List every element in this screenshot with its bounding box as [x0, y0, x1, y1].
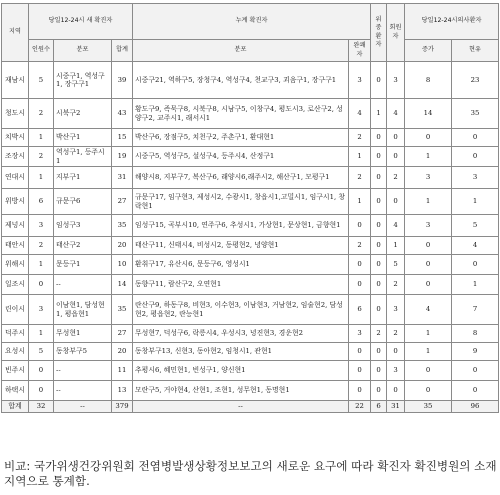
cell-inc: 4	[405, 295, 452, 325]
table-row	[2, 295, 499, 325]
cell-total: 13	[112, 381, 133, 401]
cell-inc: 8	[405, 62, 452, 99]
cell-new-dist: --	[54, 361, 112, 381]
total-cell-death: 6	[371, 401, 387, 413]
cell-new-dist: 지부구1	[54, 167, 112, 189]
cell-total: 20	[112, 237, 133, 255]
cell-recv: 5	[387, 255, 405, 275]
cell-rec: 3	[349, 62, 371, 99]
cell-inc: 3	[405, 215, 452, 237]
cell-new-dist: --	[54, 275, 112, 295]
cell-death: 1	[371, 99, 387, 129]
header-region: 지역	[2, 4, 29, 62]
header-current: 현유	[452, 40, 499, 62]
cell-new-count: 1	[29, 129, 54, 147]
cell-rec: 2	[349, 129, 371, 147]
cell-death: 0	[371, 275, 387, 295]
cell-dist: 시중구5, 역성구5, 설성구4, 등주시4, 산정구1	[133, 147, 349, 167]
cell-inc: 3	[405, 167, 452, 189]
cell-cur: 23	[452, 62, 499, 99]
cell-region: 위해시	[2, 255, 29, 275]
cell-recv: 0	[387, 129, 405, 147]
header-daily-new: 당일12-24시 새 확진자	[29, 4, 133, 40]
cell-rec: 6	[349, 295, 371, 325]
cell-death: 0	[371, 167, 387, 189]
cell-inc: 0	[405, 129, 452, 147]
cell-new-dist: 시중구1, 역성구1, 장구구1	[54, 62, 112, 99]
cell-region: 위방시	[2, 189, 29, 215]
cell-inc: 1	[405, 343, 452, 361]
cell-new-count: 0	[29, 275, 54, 295]
cell-region: 하택시	[2, 381, 29, 401]
cell-total: 15	[112, 129, 133, 147]
cell-new-dist: 박산구1	[54, 129, 112, 147]
cell-new-dist: 동창부구5	[54, 343, 112, 361]
cell-inc: 0	[405, 237, 452, 255]
cell-recv: 0	[387, 343, 405, 361]
table-row	[2, 99, 499, 129]
cell-cur: 7	[452, 295, 499, 325]
cell-rec: 2	[349, 167, 371, 189]
cell-cur: 0	[452, 361, 499, 381]
table-row	[2, 215, 499, 237]
cell-new-count: 1	[29, 255, 54, 275]
cell-new-count: 1	[29, 325, 54, 343]
header-daily-hospital: 당일12-24시의사환자	[405, 4, 499, 40]
cell-rec: 0	[349, 275, 371, 295]
cell-rec: 1	[349, 147, 371, 167]
cell-dist: 규문구17, 임구현3, 제성시2, 수광시1, 창읍시1,고밀시1, 임구시1, 창락현1	[133, 189, 349, 215]
cell-dist: 무성현7, 덕성구6, 락릉시4, 우성시3, 녕진현3, 경운현2	[133, 325, 349, 343]
cell-total: 20	[112, 343, 133, 361]
table-row	[2, 361, 499, 381]
cell-cur: 1	[452, 189, 499, 215]
cell-region: 요성시	[2, 343, 29, 361]
cell-rec: 0	[349, 255, 371, 275]
cell-new-dist: --	[54, 381, 112, 401]
cell-new-count: 5	[29, 343, 54, 361]
cell-dist: 란산구9, 하동구8, 비현3, 이수현3, 이남현3, 거남현2, 임술현2, 담성현2, 평읍현2, 란능현1	[133, 295, 349, 325]
table-row	[2, 325, 499, 343]
cell-death: 0	[371, 62, 387, 99]
total-cell-total: 379	[112, 401, 133, 413]
table-row	[2, 129, 499, 147]
total-cell-new-dist: --	[54, 401, 112, 413]
cell-region: 연대시	[2, 167, 29, 189]
cell-dist: 해양시8, 지부구7, 복산구6, 래양시6,래주시2, 해산구1, 모평구1	[133, 167, 349, 189]
cell-cur: 3	[452, 167, 499, 189]
cell-recv: 2	[387, 325, 405, 343]
cell-inc: 1	[405, 189, 452, 215]
cell-new-dist: 역성구1, 등주시1	[54, 147, 112, 167]
cell-rec: 4	[349, 99, 371, 129]
header-increase: 증가	[405, 40, 452, 62]
table-row	[2, 255, 499, 275]
cell-death: 0	[371, 189, 387, 215]
header-count: 인원수	[29, 40, 54, 62]
cell-recv: 0	[387, 381, 405, 401]
cell-region: 재남시	[2, 62, 29, 99]
confirmed-cases-table	[1, 3, 499, 413]
cell-new-count: 0	[29, 381, 54, 401]
cell-recv: 3	[387, 62, 405, 99]
cell-new-count: 5	[29, 62, 54, 99]
cell-total: 14	[112, 275, 133, 295]
header-distribution: 분포	[54, 40, 112, 62]
cell-new-count: 1	[29, 167, 54, 189]
cell-total: 27	[112, 189, 133, 215]
cell-total: 11	[112, 361, 133, 381]
total-cell-recv: 31	[387, 401, 405, 413]
cell-cur: 9	[452, 343, 499, 361]
header-cumulative: 누계 확진자	[133, 4, 371, 40]
cell-cur: 8	[452, 325, 499, 343]
cell-total: 35	[112, 215, 133, 237]
cell-region: 태안시	[2, 237, 29, 255]
table-row	[2, 381, 499, 401]
cell-dist: 동창부구13, 신현3, 동아현2, 임청시1, 관현1	[133, 343, 349, 361]
cell-death: 0	[371, 343, 387, 361]
cell-new-dist: 무성현1	[54, 325, 112, 343]
cell-total: 35	[112, 295, 133, 325]
cell-region: 제넝시	[2, 215, 29, 237]
cell-dist: 시중구21, 역하구5, 장청구4, 역성구4, 천교구3, 괴음구1, 장구구1	[133, 62, 349, 99]
cell-recv: 4	[387, 215, 405, 237]
cell-death: 2	[371, 325, 387, 343]
header-recovered: 완쾌자	[349, 40, 371, 62]
cell-cur: 0	[452, 147, 499, 167]
cell-death: 0	[371, 147, 387, 167]
cell-death: 0	[371, 255, 387, 275]
header-total: 합계	[112, 40, 133, 62]
cell-death: 0	[371, 215, 387, 237]
cell-cur: 0	[452, 381, 499, 401]
cell-rec: 1	[349, 189, 371, 215]
table-row	[2, 343, 499, 361]
table-total-row	[2, 401, 499, 413]
cell-new-dist: 태산구2	[54, 237, 112, 255]
header-distribution-2: 분포	[133, 40, 349, 62]
cell-inc: 1	[405, 325, 452, 343]
cell-recv: 4	[387, 99, 405, 129]
cell-cur: 1	[452, 275, 499, 295]
cell-new-dist: 문등구1	[54, 255, 112, 275]
cell-total: 31	[112, 167, 133, 189]
total-cell-label: 합계	[2, 401, 29, 413]
cell-new-dist: 임성구3	[54, 215, 112, 237]
cell-dist: 환취구17, 유산시6, 문등구6, 영성시1	[133, 255, 349, 275]
total-cell-inc: 35	[405, 401, 452, 413]
cell-recv: 1	[387, 237, 405, 255]
total-cell-rec: 22	[349, 401, 371, 413]
cell-death: 0	[371, 295, 387, 325]
cell-dist: 황도구9, 즉묵구8, 시북구8, 시남구5, 이창구4, 평도시3, 로산구2, 성양구2, 교주시1, 래서시1	[133, 99, 349, 129]
cell-region: 치박시	[2, 129, 29, 147]
cell-death: 0	[371, 129, 387, 147]
cell-dist: 동향구11, 람산구2, 오연현1	[133, 275, 349, 295]
table-row	[2, 189, 499, 215]
cell-new-count: 0	[29, 361, 54, 381]
cell-dist: 추평시6, 혜민현1, 빈성구1, 양신현1	[133, 361, 349, 381]
cell-total: 10	[112, 255, 133, 275]
cell-region: 린이시	[2, 295, 29, 325]
cell-rec: 0	[349, 215, 371, 237]
cell-new-count: 3	[29, 295, 54, 325]
cell-cur: 0	[452, 255, 499, 275]
cell-total: 39	[112, 62, 133, 99]
cell-inc: 14	[405, 99, 452, 129]
cell-new-count: 3	[29, 215, 54, 237]
cell-recv: 3	[387, 361, 405, 381]
cell-rec: 2	[349, 237, 371, 255]
cell-recv: 0	[387, 147, 405, 167]
cell-total: 19	[112, 147, 133, 167]
header-deaths: 위중환자	[371, 4, 387, 62]
statistics-table-container	[1, 3, 498, 413]
table-row	[2, 62, 499, 99]
cell-death: 0	[371, 381, 387, 401]
cell-region: 청도시	[2, 99, 29, 129]
table-row	[2, 237, 499, 255]
table-row	[2, 275, 499, 295]
cell-rec: 0	[349, 381, 371, 401]
cell-cur: 4	[452, 237, 499, 255]
cell-inc: 0	[405, 275, 452, 295]
cell-cur: 5	[452, 215, 499, 237]
cell-total: 27	[112, 325, 133, 343]
total-cell-cur: 96	[452, 401, 499, 413]
cell-inc: 0	[405, 361, 452, 381]
cell-death: 0	[371, 361, 387, 381]
cell-new-dist: 시북구2	[54, 99, 112, 129]
cell-region: 덕주시	[2, 325, 29, 343]
cell-new-count: 2	[29, 237, 54, 255]
cell-recv: 2	[387, 167, 405, 189]
total-cell-new-count: 32	[29, 401, 54, 413]
cell-inc: 0	[405, 255, 452, 275]
footnote: 비교: 국가위생건강위원회 전염병발생상황정보보고의 새로운 요구에 따라 확진자 확진병원의 소재지역으로 통계함.	[4, 459, 497, 488]
cell-new-count: 6	[29, 189, 54, 215]
cell-inc: 1	[405, 147, 452, 167]
table-row	[2, 167, 499, 189]
cell-dist: 임성구15, 곡부시10, 연주구6, 추성시1, 가상현1, 문상현1, 금향현1	[133, 215, 349, 237]
cell-cur: 0	[452, 129, 499, 147]
cell-death: 0	[371, 237, 387, 255]
header-recovering: 회원자	[387, 4, 405, 62]
cell-rec: 0	[349, 343, 371, 361]
cell-dist: 모란구5, 거야현4, 산현1, 조현1, 성무현1, 동명현1	[133, 381, 349, 401]
cell-new-count: 2	[29, 147, 54, 167]
cell-region: 조장시	[2, 147, 29, 167]
cell-recv: 0	[387, 189, 405, 215]
cell-region: 빈주시	[2, 361, 29, 381]
cell-rec: 3	[349, 325, 371, 343]
cell-recv: 3	[387, 295, 405, 325]
cell-new-count: 2	[29, 99, 54, 129]
cell-dist: 박산구6, 장점구5, 치천구2, 주촌구1, 환대현1	[133, 129, 349, 147]
cell-inc: 0	[405, 381, 452, 401]
cell-recv: 2	[387, 275, 405, 295]
cell-new-dist: 규문구6	[54, 189, 112, 215]
cell-new-dist: 이남현1, 담성현1, 평읍현1	[54, 295, 112, 325]
total-cell-dist: --	[133, 401, 349, 413]
cell-dist: 태산구11, 신태시4, 비성시2, 동평현2, 녕양현1	[133, 237, 349, 255]
cell-cur: 35	[452, 99, 499, 129]
cell-region: 일조시	[2, 275, 29, 295]
cell-rec: 0	[349, 361, 371, 381]
table-row	[2, 147, 499, 167]
cell-total: 43	[112, 99, 133, 129]
